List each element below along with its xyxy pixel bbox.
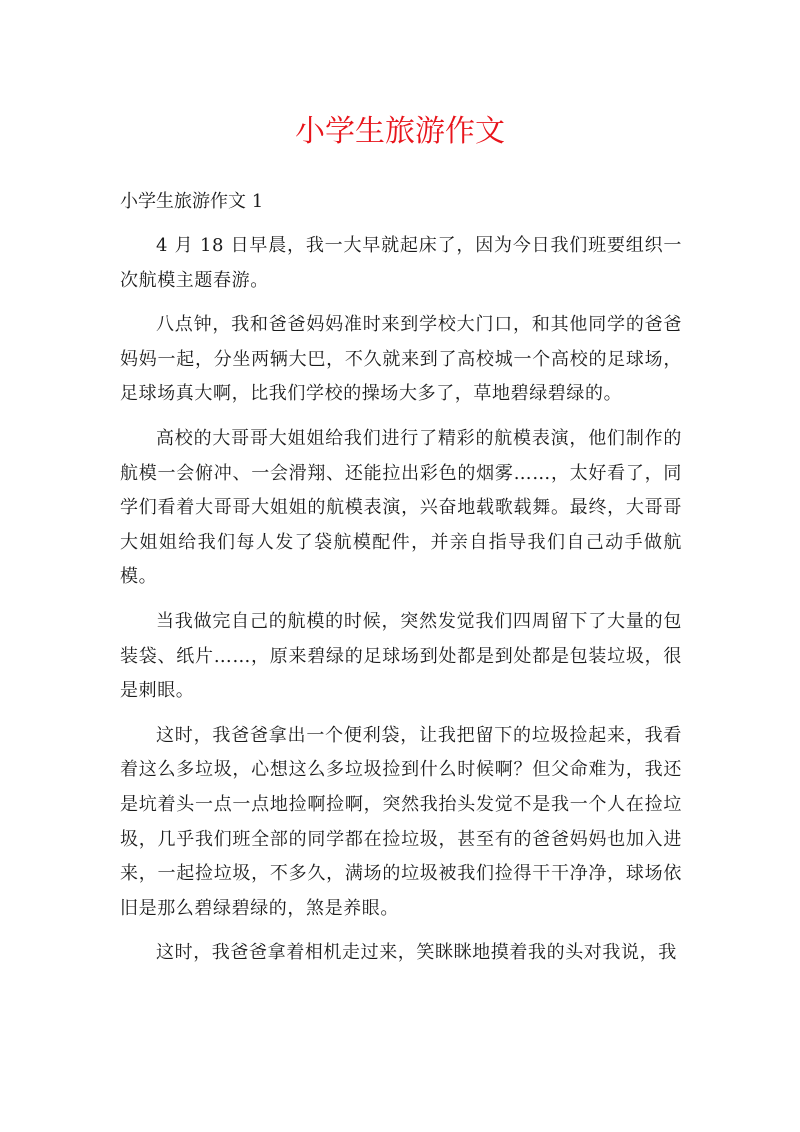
paragraph: 4 月 18 日早晨，我一大早就起床了，因为今日我们班要组织一次航模主题春游。 — [120, 235, 682, 291]
paragraph: 这时，我爸爸拿着相机走过来，笑眯眯地摸着我的头对我说，我 — [156, 942, 677, 964]
paragraph: 八点钟，我和爸爸妈妈准时来到学校大门口，和其他同学的爸爸妈妈一起，分坐两辆大巴，不久就来到了高校城一个高校的足球场，足球场真大啊，比我们学校的操场大多了，草地碧绿碧绿的。 — [120, 314, 682, 405]
body-text — [120, 229, 682, 981]
paragraph: 高校的大哥哥大姐姐给我们进行了精彩的航模表演，他们制作的航模一会俯冲、一会滑翔、还能拉出彩色的烟雾……，太好看了，同学们看着大哥哥大姐姐的航模表演，兴奋地载歌载舞。最终，大哥哥大姐姐给我们每人发了袋航模配件，并亲自指导我们自己动手做航模。 — [120, 427, 682, 588]
paragraph: 当我做完自己的航模的时候，突然发觉我们四周留下了大量的包装袋、纸片……，原来碧绿的足球场到处都是到处都是包装垃圾，很是刺眼。 — [120, 610, 682, 702]
document-title: 小学生旅游作文 — [295, 114, 505, 149]
paragraph: 这时，我爸爸拿出一个便利袋，让我把留下的垃圾捡起来，我看着这么多垃圾，心想这么多垃圾捡到什么时候啊？但父命难为，我还是坑着头一点一点地捡啊捡啊，突然我抬头发觉不是我一个人在捡垃圾，几乎我们班全部的同学都在捡垃圾，甚至有的爸爸妈妈也加入进来，一起捡垃圾，不多久，满场的垃圾被我们捡得干干净净，球场依旧是那么碧绿碧绿的，煞是养眼。 — [120, 724, 682, 919]
section-heading: 小学生旅游作文 1 — [120, 191, 264, 212]
